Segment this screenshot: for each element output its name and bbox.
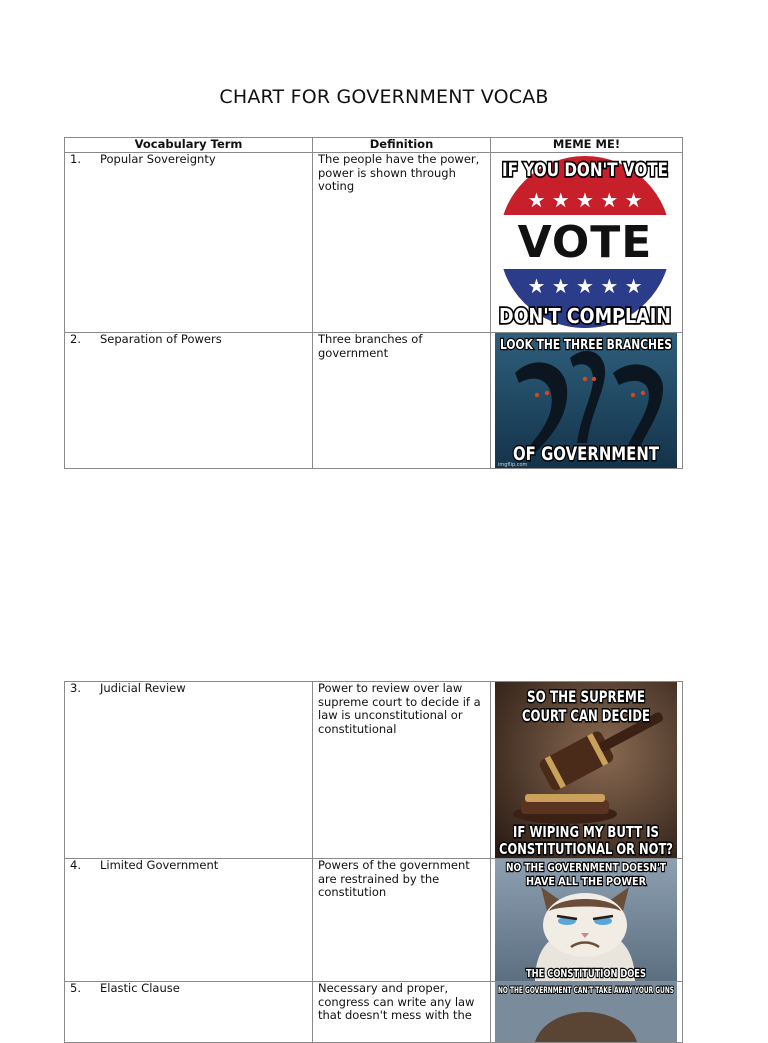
meme-cell — [491, 153, 683, 333]
definition-cell: Powers of the government are restrained by the constitution — [313, 859, 491, 982]
row-number: 2. — [70, 332, 81, 346]
dragon-meme-top-caption: LOOK THE THREE BRANCHES — [500, 338, 672, 353]
table-row — [65, 982, 683, 1043]
header-vocabulary-term: Vocabulary Term — [65, 138, 313, 153]
term-cell — [65, 682, 313, 859]
vocabulary-term: Popular Sovereignty — [100, 152, 216, 166]
definition-cell: Power to review over law supreme court to decide if a law is unconstitutional or constitutional — [313, 682, 491, 859]
gavel-meme-bottom-caption-1: IF WIPING MY BUTT IS — [513, 823, 659, 841]
guns-meme-image — [495, 982, 677, 1042]
row-number: 4. — [70, 858, 81, 872]
vote-meme-top-caption: IF YOU DON'T VOTE — [502, 159, 668, 181]
cat-meme-top-caption-2: HAVE ALL THE POWER — [526, 875, 647, 888]
cat-meme-top-caption-1: NO THE GOVERNMENT DOESN'T — [506, 861, 667, 874]
vocab-table-part-1 — [64, 137, 683, 469]
table-row — [65, 333, 683, 469]
row-number: 5. — [70, 981, 81, 995]
guns-meme-top-caption: NO THE GOVERNMENT CAN'T TAKE AWAY YOUR GUNS — [498, 986, 674, 996]
header-meme: MEME ME! — [491, 138, 683, 153]
gavel-meme-top-caption-1: SO THE SUPREME — [527, 687, 645, 706]
vocabulary-term: Limited Government — [100, 858, 219, 872]
term-cell — [65, 333, 313, 469]
definition-cell: Necessary and proper, congress can write any law that doesn't mess with the — [313, 982, 491, 1043]
table-row — [65, 682, 683, 859]
gavel-meme-bottom-caption-2: CONSTITUTIONAL OR NOT? — [499, 840, 673, 858]
table-header-row — [65, 138, 683, 153]
grumpy-cat-meme-image — [495, 859, 677, 981]
gavel-meme-image — [495, 682, 677, 858]
gavel-meme-top-caption-2: COURT CAN DECIDE — [522, 706, 650, 725]
vocabulary-term: Elastic Clause — [100, 981, 180, 995]
vocab-table-part-2 — [64, 681, 683, 1043]
svg-text:★ ★ ★ ★ ★: ★ ★ ★ ★ ★ — [527, 274, 643, 298]
cat-meme-bottom-caption: THE CONSTITUTION DOES — [526, 967, 647, 980]
vote-meme-bottom-caption: DON'T COMPLAIN — [499, 304, 671, 328]
dragon-meme-bottom-caption: OF GOVERNMENT — [513, 443, 660, 465]
definition-cell: The people have the power, power is shown through voting — [313, 153, 491, 333]
term-cell — [65, 153, 313, 333]
document-title: CHART FOR GOVERNMENT VOCAB — [219, 86, 549, 108]
vocabulary-term: Judicial Review — [100, 681, 186, 695]
vocabulary-term: Separation of Powers — [100, 332, 222, 346]
meme-cell — [491, 982, 683, 1043]
table-row — [65, 859, 683, 982]
meme-cell — [491, 333, 683, 469]
meme-cell — [491, 859, 683, 982]
meme-cell — [491, 682, 683, 859]
dragon-meme-image — [495, 333, 677, 468]
vote-button-meme-image — [495, 153, 681, 331]
imgflip-watermark: imgflip.com — [498, 462, 528, 468]
svg-text:★ ★ ★ ★ ★: ★ ★ ★ ★ ★ — [527, 188, 643, 212]
row-number: 3. — [70, 681, 81, 695]
term-cell — [65, 982, 313, 1043]
row-number: 1. — [70, 152, 81, 166]
term-cell — [65, 859, 313, 982]
table-row — [65, 153, 683, 333]
header-definition: Definition — [313, 138, 491, 153]
definition-cell: Three branches of government — [313, 333, 491, 469]
vote-meme-middle-text: VOTE — [517, 217, 653, 268]
